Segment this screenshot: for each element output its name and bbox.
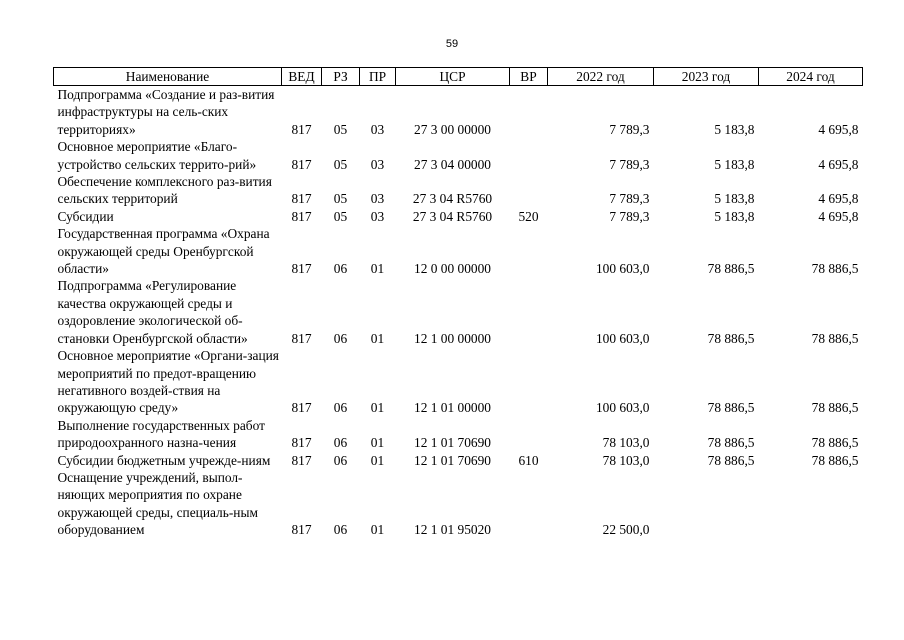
row-rz: 06: [333, 452, 348, 468]
row-csr: 12 1 01 95020: [414, 522, 491, 538]
row-vr: [510, 469, 548, 539]
row-rz: 05: [333, 208, 348, 224]
row-rz: 05: [333, 156, 348, 172]
header-pr: ПР: [360, 68, 396, 86]
row-2024: 4 695,8: [818, 191, 859, 207]
row-2022: 100 603,0: [595, 261, 650, 277]
row-2023: 78 886,5: [707, 261, 755, 277]
row-2022: 7 789,3: [609, 191, 650, 207]
header-rz: РЗ: [322, 68, 360, 86]
row-csr: 12 1 00 00000: [414, 330, 491, 346]
header-name: Наименование: [54, 68, 282, 86]
row-2024: 78 886,5: [811, 435, 859, 451]
row-2024: 78 886,5: [811, 330, 859, 346]
row-vr: [510, 138, 548, 173]
row-ved: 817: [291, 261, 312, 277]
row-2023: 5 183,8: [714, 156, 755, 172]
row-name: Выполнение государственных работ природоохранного назна-чения: [57, 417, 265, 451]
row-pr: 03: [370, 156, 385, 172]
row-2024: 4 695,8: [818, 156, 859, 172]
table-row: [54, 277, 863, 347]
row-rz: 06: [333, 330, 348, 346]
row-ved: 817: [291, 330, 312, 346]
row-ved: 817: [291, 156, 312, 172]
row-vr: [510, 86, 548, 139]
row-csr: 27 3 04 R5760: [412, 208, 493, 224]
row-name: Государственная программа «Охрана окружающей среды Оренбургской области»: [57, 226, 270, 277]
row-vr: [510, 173, 548, 208]
row-2023: 78 886,5: [707, 452, 755, 468]
table-row: [54, 347, 863, 417]
row-name: Субсидии бюджетным учрежде-ниям: [57, 452, 271, 468]
row-ved: 817: [291, 191, 312, 207]
row-2023: 5 183,8: [714, 208, 755, 224]
row-2022: 7 789,3: [609, 156, 650, 172]
table-row: [54, 208, 863, 225]
row-ved: 817: [291, 435, 312, 451]
row-2024: 78 886,5: [811, 261, 859, 277]
row-csr: 12 1 01 70690: [414, 435, 491, 451]
row-ved: 817: [291, 121, 312, 137]
row-2023: 78 886,5: [707, 330, 755, 346]
row-2023: 78 886,5: [707, 400, 755, 416]
row-vr: [510, 347, 548, 417]
row-2022: 7 789,3: [609, 121, 650, 137]
row-csr: 12 0 00 00000: [414, 261, 491, 277]
header-csr: ЦСР: [396, 68, 510, 86]
table-row: [54, 452, 863, 469]
header-vr: ВР: [510, 68, 548, 86]
row-name: Подпрограмма «Создание и раз-вития инфраструктуры на сель-ских территориях»: [57, 87, 275, 137]
row-rz: 06: [333, 435, 348, 451]
table-row: [54, 138, 863, 173]
row-pr: 01: [370, 330, 385, 346]
table-row: [54, 469, 863, 539]
row-2024: 78 886,5: [811, 452, 859, 468]
row-name: Обеспечение комплексного раз-вития сельских территорий: [57, 174, 272, 207]
row-pr: 01: [370, 522, 385, 538]
row-csr: 27 3 00 00000: [414, 121, 491, 137]
row-vr: [510, 225, 548, 277]
row-2022: 7 789,3: [609, 208, 650, 224]
header-2023: 2023 год: [654, 68, 759, 86]
header-2024: 2024 год: [759, 68, 863, 86]
row-rz: 05: [333, 191, 348, 207]
row-vr: [510, 277, 548, 347]
row-2023: 5 183,8: [714, 191, 755, 207]
row-ved: 817: [291, 400, 312, 416]
row-rz: 06: [333, 261, 348, 277]
row-name: Основное мероприятие «Органи-зация мероприятий по предот-вращению негативного воздей-ствия на окружающую среду»: [57, 348, 279, 416]
row-csr: 27 3 04 00000: [414, 156, 491, 172]
row-2022: 100 603,0: [595, 330, 650, 346]
row-vr: 610: [518, 452, 539, 468]
row-name: Основное мероприятие «Благо-устройство сельских террито-рий»: [57, 139, 257, 172]
page-number: 59: [445, 38, 459, 50]
row-pr: 03: [370, 121, 385, 137]
table-header-row: [54, 68, 863, 86]
row-rz: 06: [333, 522, 348, 538]
row-pr: 03: [370, 208, 385, 224]
row-ved: 817: [291, 452, 312, 468]
header-ved: ВЕД: [282, 68, 322, 86]
budget-table: [53, 67, 863, 539]
row-2023: [654, 469, 759, 539]
row-2022: 100 603,0: [595, 400, 650, 416]
row-vr: [510, 417, 548, 452]
row-name: Подпрограмма «Регулирование качества окружающей среды и оздоровление экологической об-становки Оренбургской области»: [57, 278, 248, 346]
row-name: Субсидии: [57, 208, 114, 224]
row-pr: 01: [370, 435, 385, 451]
row-2024: 4 695,8: [818, 208, 859, 224]
row-pr: 03: [370, 191, 385, 207]
row-pr: 01: [370, 400, 385, 416]
row-2023: 78 886,5: [707, 435, 755, 451]
row-csr: 12 1 01 70690: [414, 452, 491, 468]
table-row: [54, 417, 863, 452]
row-2022: 78 103,0: [602, 435, 650, 451]
row-vr: 520: [518, 208, 539, 224]
row-2023: 5 183,8: [714, 121, 755, 137]
row-csr: 27 3 04 R5760: [412, 191, 493, 207]
row-ved: 817: [291, 208, 312, 224]
row-2024: 78 886,5: [811, 400, 859, 416]
row-name: Оснащение учреждений, выпол-няющих мероприятия по охране окружающей среды, специаль-ным оборудованием: [57, 469, 258, 538]
header-2022: 2022 год: [548, 68, 654, 86]
table-row: [54, 173, 863, 208]
row-ved: 817: [291, 522, 312, 538]
row-csr: 12 1 01 00000: [414, 400, 491, 416]
row-pr: 01: [370, 452, 385, 468]
row-2022: 22 500,0: [602, 522, 650, 538]
row-pr: 01: [370, 261, 385, 277]
row-2022: 78 103,0: [602, 452, 650, 468]
row-rz: 06: [333, 400, 348, 416]
table-row: [54, 86, 863, 139]
row-2024: 4 695,8: [818, 121, 859, 137]
row-2024: [759, 469, 863, 539]
table-row: [54, 225, 863, 277]
row-rz: 05: [333, 121, 348, 137]
